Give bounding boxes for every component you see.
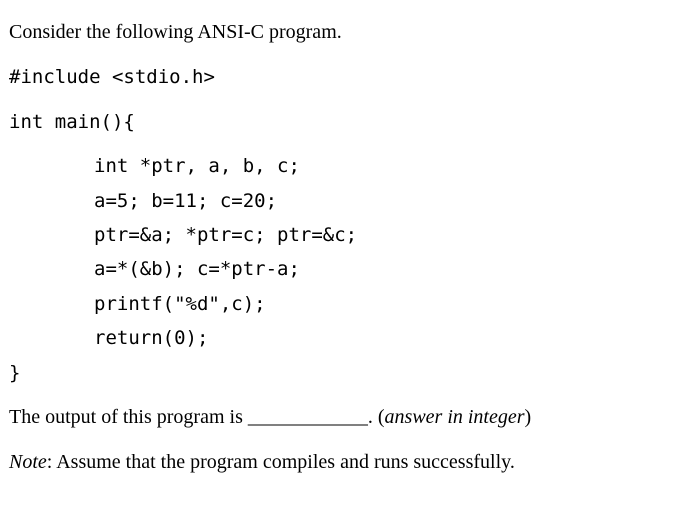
note-body: : Assume that the program compiles and runs successfully.: [46, 451, 515, 473]
question-suffix: ): [524, 406, 532, 428]
note-label: Note: [9, 451, 47, 473]
answer-blank: ____________: [247, 406, 368, 428]
code-include-line: #include <stdio.h>: [9, 66, 215, 88]
code-line: a=*(&b); c=*ptr-a;: [94, 258, 300, 280]
code-line: printf("%d",c);: [94, 293, 266, 315]
code-line: return(0);: [94, 327, 209, 349]
question-prefix: The output of this program is: [9, 406, 248, 428]
code-main-signature: int main(){: [9, 111, 135, 133]
question-middle: . (: [367, 406, 385, 428]
code-line: a=5; b=11; c=20;: [94, 190, 278, 212]
code-line: ptr=&a; *ptr=c; ptr=&c;: [94, 224, 358, 246]
question-text: [9, 405, 531, 429]
intro-text: Consider the following ANSI-C program.: [9, 21, 342, 43]
answer-hint: answer in integer: [384, 406, 525, 428]
code-line: int *ptr, a, b, c;: [94, 155, 300, 177]
code-closing-brace: }: [9, 362, 21, 384]
note-text: [9, 450, 515, 474]
